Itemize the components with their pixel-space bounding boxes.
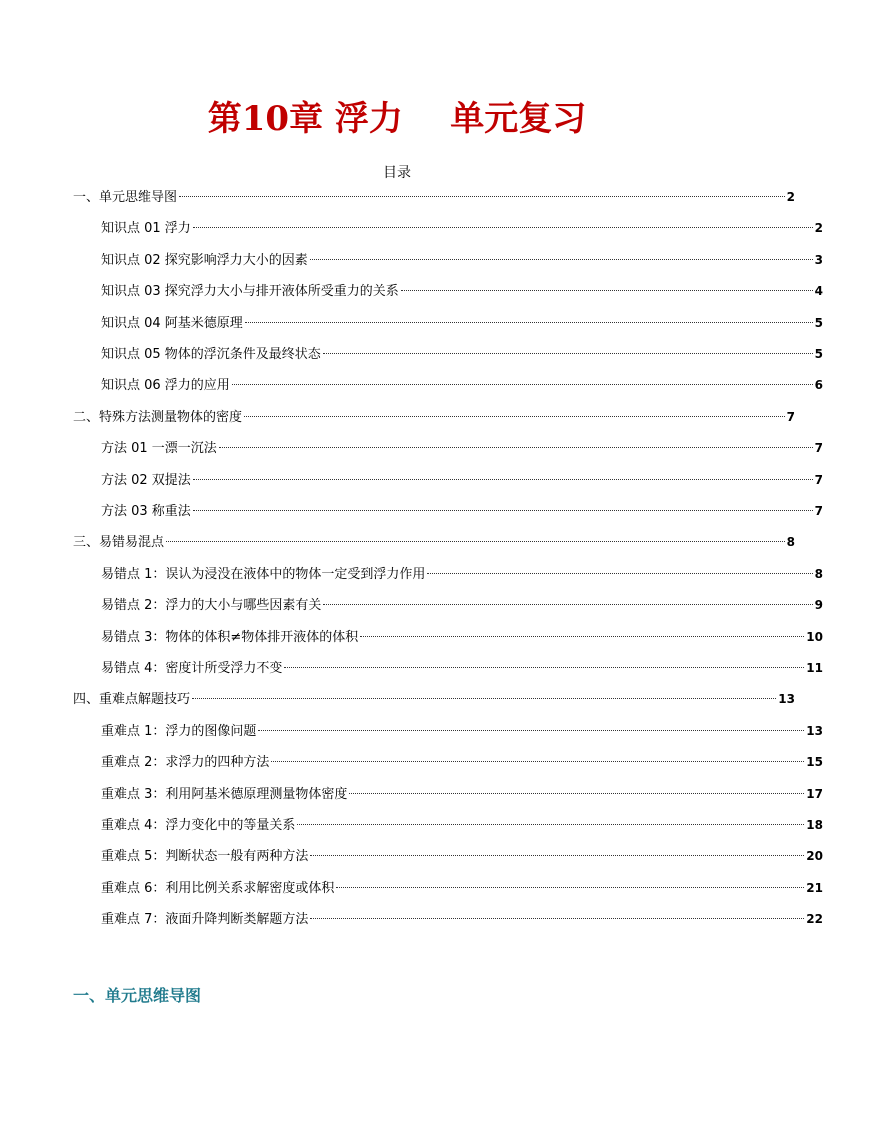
toc-dot-leader — [297, 824, 804, 825]
section-heading: 一、单元思维导图 — [73, 986, 202, 1005]
toc-section-entry[interactable] — [0, 187, 867, 207]
toc-entry[interactable] — [0, 878, 895, 898]
toc-dot-leader — [193, 479, 813, 480]
toc-page-number: 6 — [814, 378, 823, 393]
toc-dot-leader — [310, 918, 804, 919]
toc-entry[interactable] — [0, 375, 895, 395]
toc-entry[interactable] — [0, 846, 895, 866]
toc-entry-label: 知识点 06 浮力的应用 — [101, 378, 230, 394]
toc-dot-leader — [349, 793, 804, 794]
toc-dot-leader — [245, 322, 813, 323]
toc-entry-label: 易错点 4：密度计所受浮力不变 — [101, 661, 283, 676]
toc-entry[interactable] — [0, 281, 895, 301]
toc-page-number: 3 — [814, 252, 823, 267]
toc-entry-label: 易错点 2：浮力的大小与哪些因素有关 — [101, 598, 322, 614]
toc-page-number: 5 — [814, 315, 823, 330]
toc-section-entry[interactable] — [0, 689, 867, 709]
toc-dot-leader — [323, 353, 813, 354]
toc-section-entry[interactable] — [0, 407, 867, 427]
toc-page-number: 5 — [814, 347, 823, 361]
toc-entry-label: 知识点 04 阿基米德原理 — [101, 315, 243, 331]
toc-entry[interactable] — [0, 627, 895, 647]
toc-page-number: 13 — [806, 723, 823, 738]
toc-dot-leader — [336, 887, 804, 888]
toc-dot-leader — [244, 416, 785, 417]
toc-entry-label: 重难点 1：浮力的图像问题 — [101, 723, 257, 739]
toc-dot-leader — [323, 604, 812, 605]
toc-page-number: 4 — [814, 284, 823, 299]
toc-page-number: 21 — [806, 880, 823, 895]
toc-page-number: 9 — [814, 598, 823, 613]
toc-page-number: 2 — [786, 190, 795, 204]
toc-page-number: 8 — [814, 566, 823, 581]
toc-entry[interactable] — [0, 595, 895, 615]
toc-entry[interactable] — [0, 752, 895, 772]
toc-entry-label: 重难点 4：浮力变化中的等量关系 — [101, 818, 296, 833]
toc-page-number: 8 — [786, 535, 795, 550]
toc-dot-leader — [258, 730, 804, 731]
toc-dot-leader — [192, 698, 776, 699]
toc-entry[interactable] — [0, 501, 895, 521]
toc-entry[interactable] — [0, 438, 895, 458]
toc-entry-label: 重难点 2：求浮力的四种方法 — [101, 755, 270, 771]
toc-entry-label: 知识点 02 探究影响浮力大小的因素 — [101, 252, 308, 268]
toc-entry-label: 重难点 7：液面升降判断类解题方法 — [101, 912, 309, 928]
toc-entry-label: 知识点 05 物体的浮沉条件及最终状态 — [101, 347, 321, 362]
toc-entry[interactable] — [0, 658, 895, 678]
toc-dot-leader — [427, 573, 812, 574]
toc-page-number: 18 — [806, 818, 823, 832]
toc-entry-label: 重难点 3：利用阿基米德原理测量物体密度 — [101, 786, 348, 802]
toc-entry-label: 知识点 03 探究浮力大小与排开液体所受重力的关系 — [101, 284, 399, 300]
toc-dot-leader — [284, 667, 804, 668]
toc-dot-leader — [193, 510, 813, 511]
toc-entry-label: 方法 03 称重法 — [101, 504, 191, 519]
toc-entry[interactable] — [0, 313, 895, 333]
toc-entry-label: 二、特殊方法测量物体的密度 — [73, 409, 243, 425]
toc-dot-leader — [232, 384, 813, 385]
toc-page-number: 13 — [778, 692, 795, 707]
toc-entry-label: 知识点 01 浮力 — [101, 221, 191, 237]
toc-entry-label: 四、重难点解题技巧 — [73, 692, 191, 708]
toc-page-number: 7 — [814, 472, 823, 487]
toc-entry[interactable] — [0, 344, 895, 364]
toc-page-number: 7 — [814, 441, 823, 456]
toc-dot-leader — [219, 447, 813, 448]
document-title: 第10章 浮力 单元复习 — [207, 99, 587, 139]
toc-page-number: 22 — [806, 912, 823, 927]
toc-section-entry[interactable] — [0, 532, 867, 552]
toc-page-number: 7 — [814, 504, 823, 518]
toc-entry-label: 方法 01 一漂一沉法 — [101, 441, 217, 457]
toc-dot-leader — [401, 290, 813, 291]
toc-entry-label: 重难点 6：利用比例关系求解密度或体积 — [101, 880, 335, 896]
toc-dot-leader — [360, 636, 804, 637]
toc-entry[interactable] — [0, 815, 895, 835]
toc-entry[interactable] — [0, 721, 895, 741]
toc-dot-leader — [179, 196, 785, 197]
toc-entry[interactable] — [0, 784, 895, 804]
toc-entry-label: 一、单元思维导图 — [73, 190, 178, 205]
toc-page-number: 17 — [806, 786, 823, 801]
toc-entry-label: 易错点 3：物体的体积≠物体排开液体的体积 — [101, 629, 359, 645]
toc-dot-leader — [193, 227, 813, 228]
toc-dot-leader — [166, 541, 785, 542]
toc-page-number: 2 — [814, 221, 823, 236]
toc-dot-leader — [310, 259, 813, 260]
toc-entry[interactable] — [0, 250, 895, 270]
toc-entry-label: 易错点 1：误认为浸没在液体中的物体一定受到浮力作用 — [101, 566, 426, 582]
toc-entry[interactable] — [0, 564, 895, 584]
toc-entry-label: 方法 02 双提法 — [101, 472, 191, 488]
toc-dot-leader — [310, 855, 804, 856]
toc-heading: 目录 — [383, 165, 411, 181]
toc-entry-label: 三、易错易混点 — [73, 535, 165, 551]
toc-page-number: 20 — [806, 849, 823, 864]
toc-entry-label: 重难点 5：判断状态一般有两种方法 — [101, 849, 309, 865]
toc-entry[interactable] — [0, 470, 895, 490]
toc-dot-leader — [271, 761, 804, 762]
toc-page-number: 10 — [806, 629, 823, 644]
toc-page-number: 7 — [786, 409, 795, 424]
toc-entry[interactable] — [0, 218, 895, 238]
toc-page-number: 11 — [806, 661, 823, 675]
toc-page-number: 15 — [806, 755, 823, 770]
toc-entry[interactable] — [0, 909, 895, 929]
